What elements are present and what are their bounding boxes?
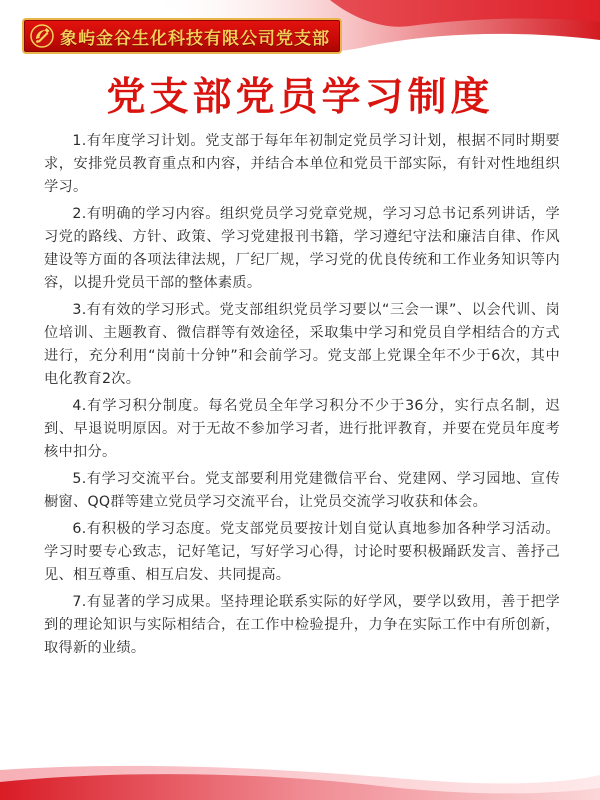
organization-name: 象屿金谷生化科技有限公司党支部	[60, 28, 330, 49]
org-banner	[22, 18, 342, 54]
paragraph-7: 7.有显著的学习成果。坚持理论联系实际的好学风，要学以致用，善于把学到的理论知识与实际相结合，在工作中检验提升，力争在实际工作中有所创新，取得新的业绩。	[44, 594, 560, 656]
paragraph-5: 5.有学习交流平台。党支部要利用党建微信平台、党建网、学习园地、宣传橱窗、QQ群等建立党员学习交流平台，让党员交流学习收获和体会。	[44, 471, 560, 510]
party-emblem-icon	[30, 24, 54, 48]
regulation-body	[44, 130, 560, 664]
page-title: 党支部党员学习制度	[106, 74, 494, 120]
paragraph-1: 1.有年度学习计划。党支部于每年年初制定党员学习计划，根据不同时期要求，安排党员教育重点和内容，并结合本单位和党员干部实际，有针对性地组织学习。	[44, 133, 560, 195]
paragraph-6: 6.有积极的学习态度。党支部党员要按计划自觉认真地参加各种学习活动。学习时要专心致志，记好笔记，写好学习心得，讨论时要积极踊跃发言、善抒己见、相互尊重、相互启发、共同提高。	[44, 521, 560, 583]
paragraph-4: 4.有学习积分制度。每名党员全年学习积分不少于36分，实行点名制，迟到、早退说明原因。对于无故不参加学习者，进行批评教育，并要在党员年度考核中扣分。	[44, 398, 560, 460]
paragraph-2: 2.有明确的学习内容。组织党员学习党章党规，学习习总书记系列讲话，学习党的路线、方针、政策、学习党建报刊书籍，学习遵纪守法和廉洁自律、作风建设等方面的各项法律法规，厂纪厂规，学习党的优良传统和工作业务知识等内容，以提升党员干部的整体素质。	[44, 206, 560, 291]
paragraph-3: 3.有有效的学习形式。党支部组织党员学习要以“三会一课”、以会代训、岗位培训、主题教育、微信群等有效途径，采取集中学习和党员自学相结合的方式进行，充分利用“岗前十分钟”和会前学习。党支部上党课全年不少于6次，其中电化教育2次。	[44, 302, 560, 387]
